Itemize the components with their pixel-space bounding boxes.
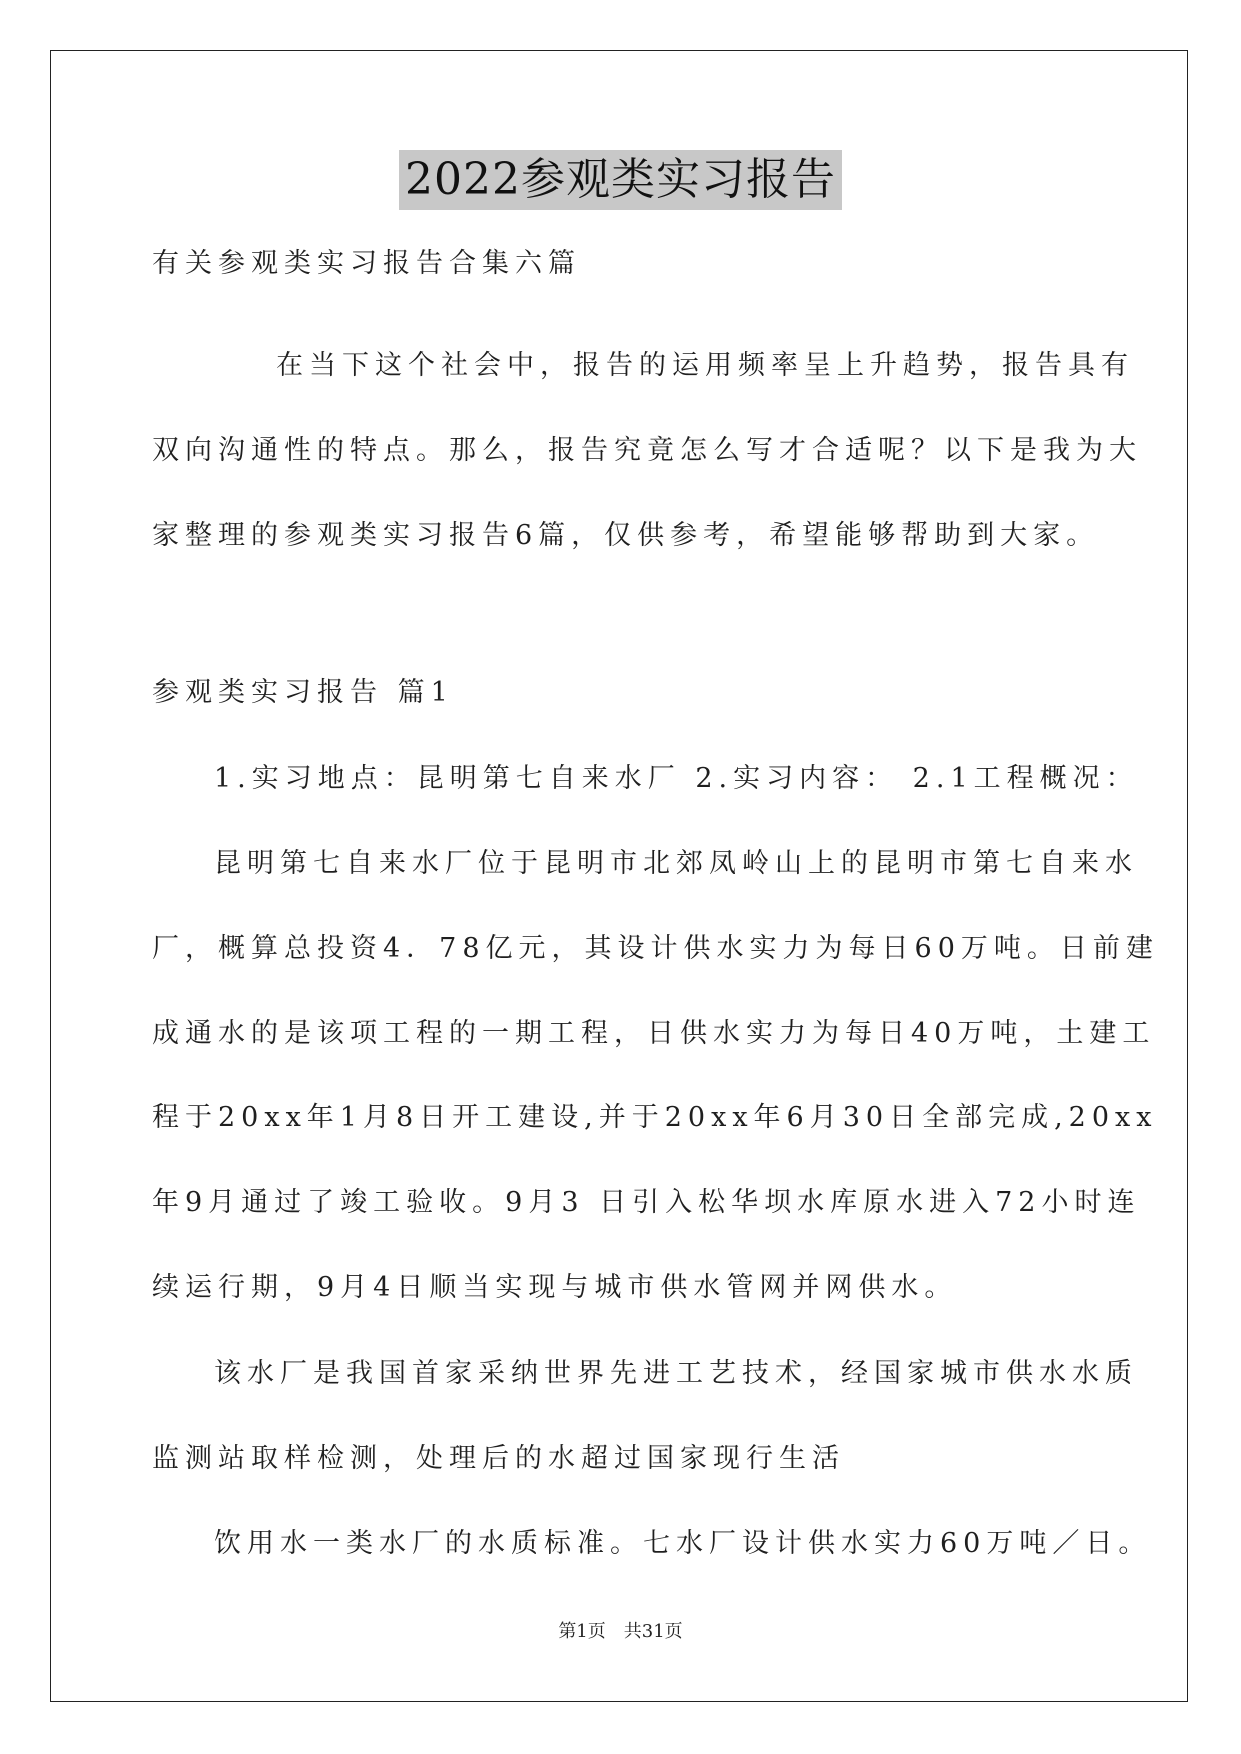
document-subtitle: 有关参观类实习报告合集六篇 — [152, 248, 581, 279]
body-line: 年9月通过了竣工验收。9月3 日引入松华坝水库原水进入72小时连 — [152, 1187, 1141, 1218]
section-heading: 参观类实习报告 篇1 — [152, 677, 454, 708]
body-line: 程于20xx年1月8日开工建设,并于20xx年6月30日全部完成,20xx — [152, 1102, 1158, 1133]
body-line: 1.实习地点：昆明第七自来水厂 2.实习内容： 2.1工程概况： — [214, 763, 1139, 794]
page-footer: 第1页 共31页 — [558, 1621, 683, 1642]
body-line: 监测站取样检测，处理后的水超过国家现行生活 — [152, 1443, 845, 1474]
body-line: 续运行期，9月4日顺当实现与城市供水管网并网供水。 — [152, 1272, 958, 1303]
body-line: 成通水的是该项工程的一期工程，日供水实力为每日40万吨，土建工 — [152, 1018, 1156, 1049]
intro-line: 双向沟通性的特点。那么，报告究竟怎么写才合适呢？以下是我为大 — [152, 435, 1142, 466]
body-line: 饮用水一类水厂的水质标准。七水厂设计供水实力60万吨／日。 — [214, 1528, 1152, 1559]
body-line: 该水厂是我国首家采纳世界先进工艺技术，经国家城市供水水质 — [214, 1358, 1138, 1389]
body-line: 厂，概算总投资4．78亿元，其设计供水实力为每日60万吨。日前建 — [152, 933, 1159, 964]
intro-line: 家整理的参观类实习报告6篇，仅供参考，希望能够帮助到大家。 — [152, 520, 1100, 551]
title-container — [0, 150, 1241, 210]
intro-line: 在当下这个社会中，报告的运用频率呈上升趋势，报告具有 — [276, 350, 1134, 381]
body-line: 昆明第七自来水厂位于昆明市北郊凤岭山上的昆明市第七自来水 — [214, 848, 1138, 879]
document-title: 2022参观类实习报告 — [399, 150, 842, 210]
